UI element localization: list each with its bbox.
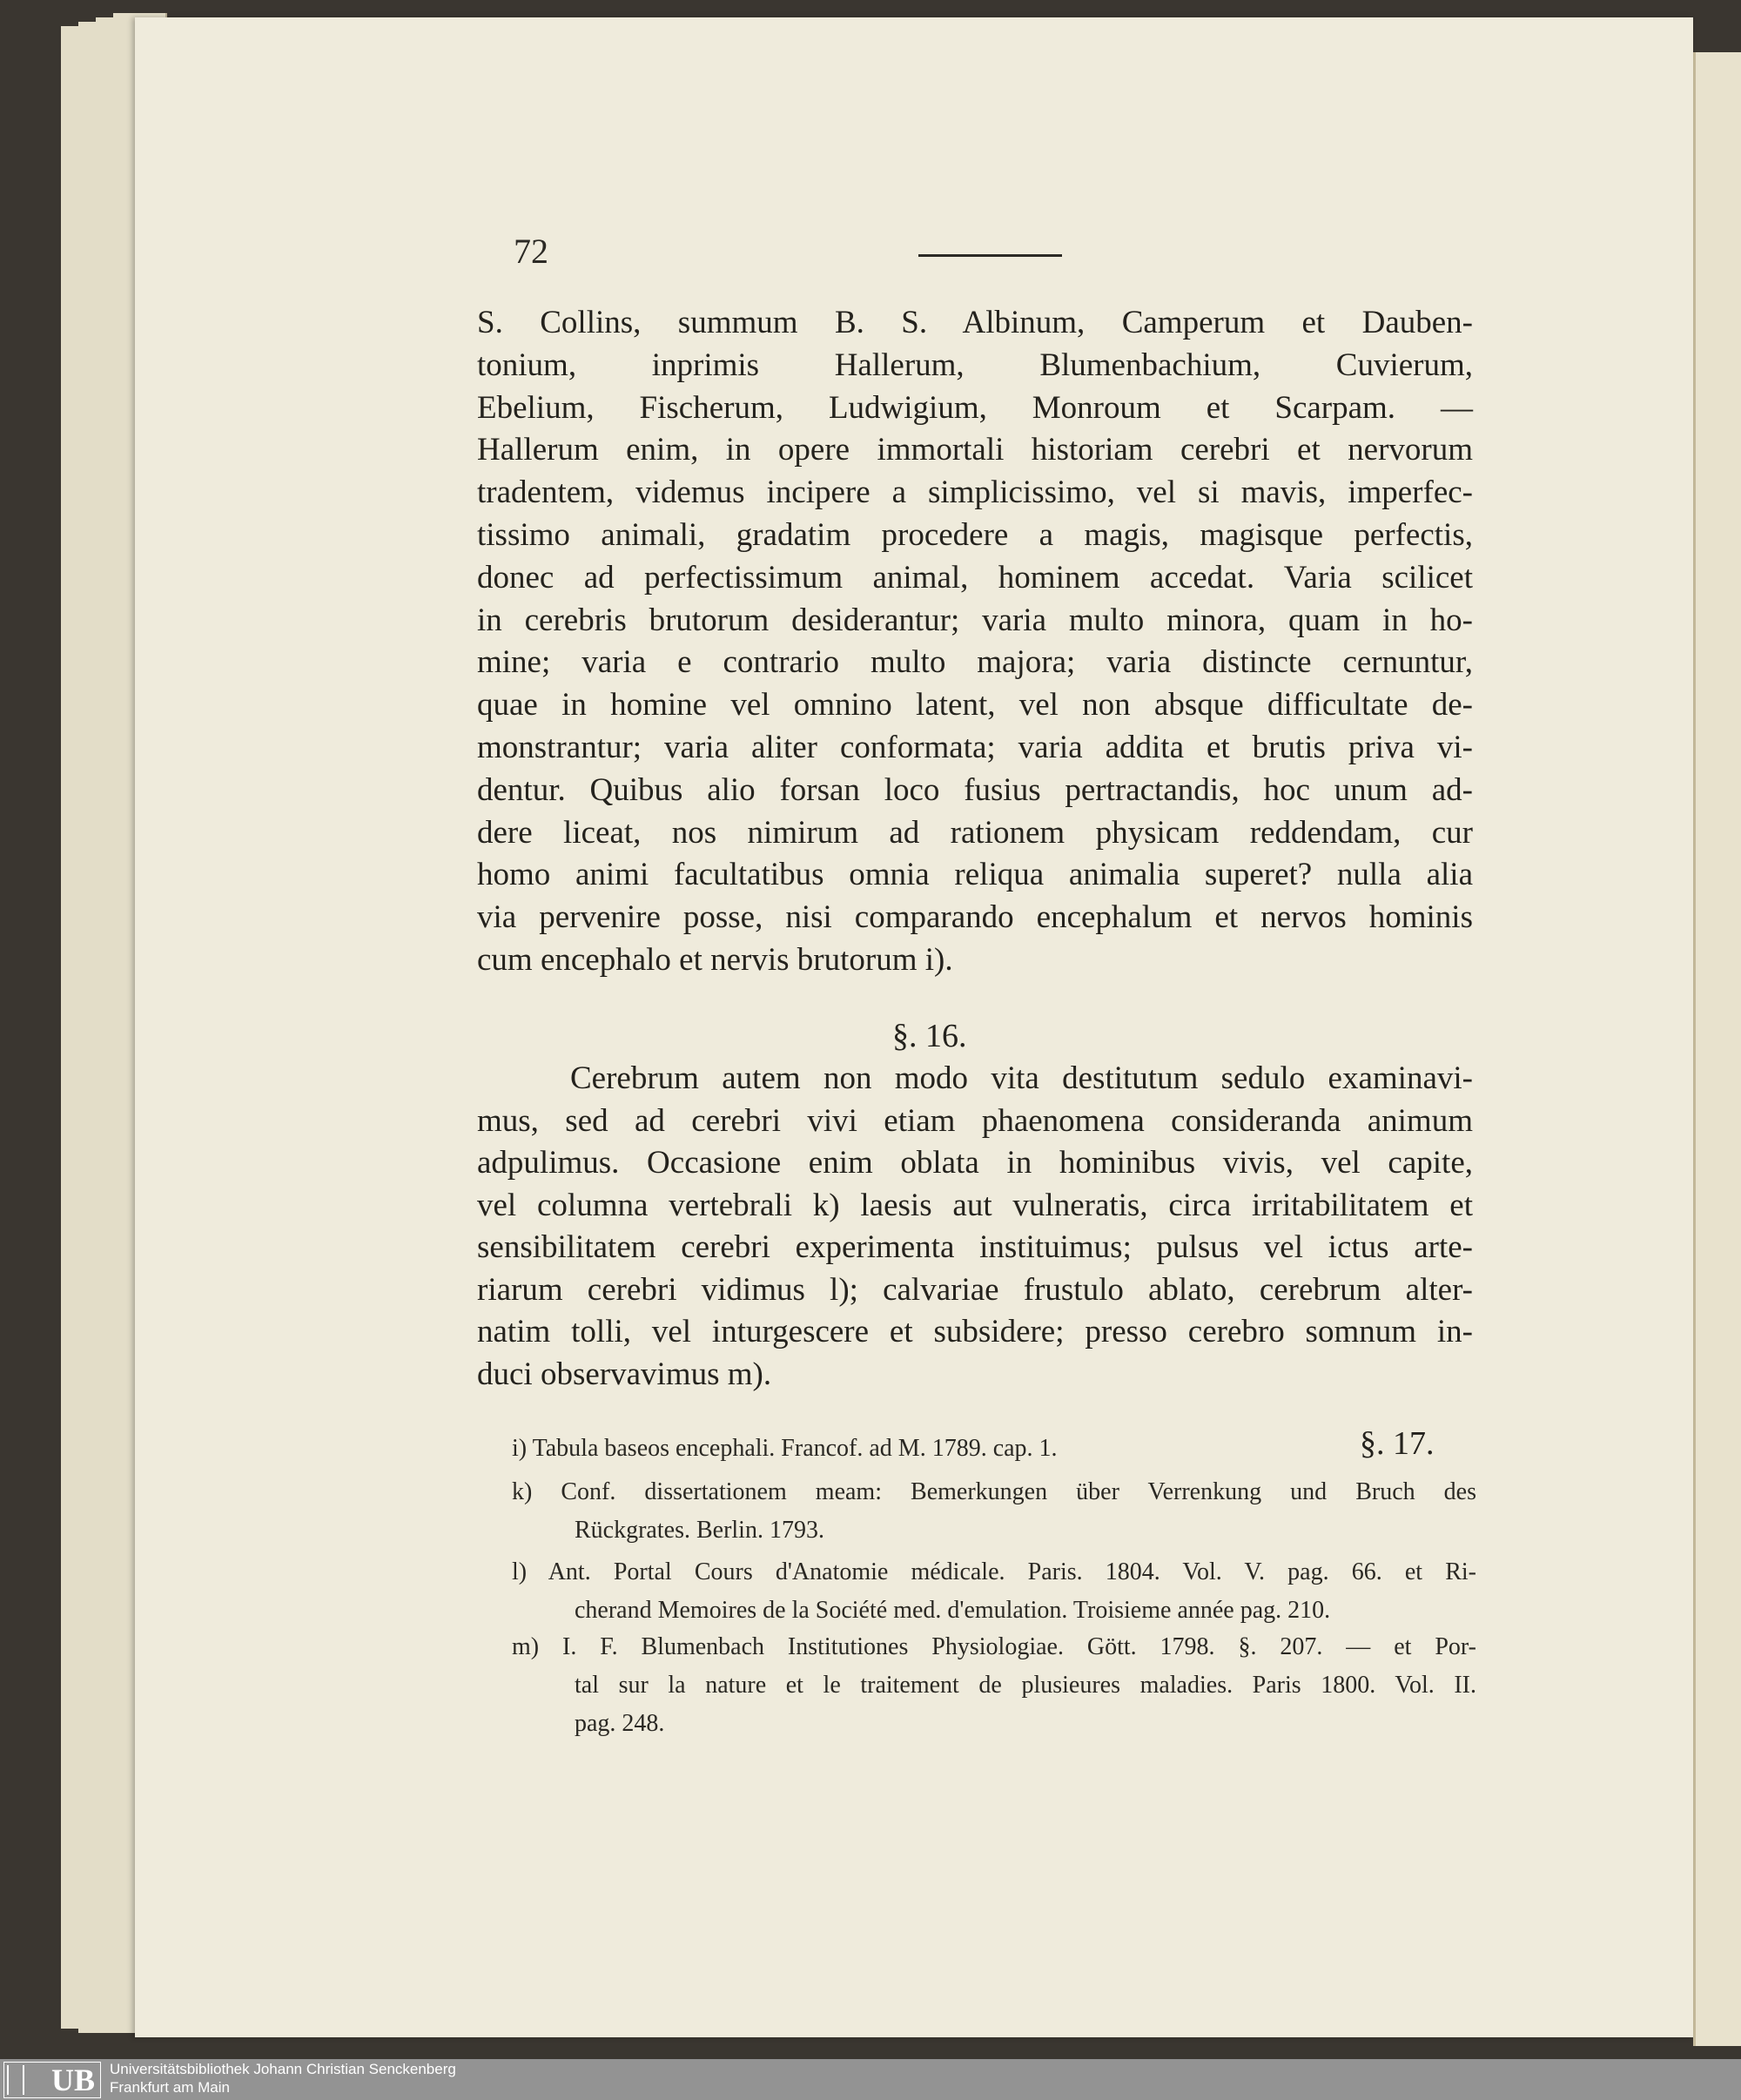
- logo-text: UB: [50, 2063, 95, 2097]
- text-line: tonium, inprimis Hallerum, Blumenbachium, Cuvierum,: [477, 347, 1473, 383]
- text-line: Ebelium, Fischerum, Ludwigium, Monroum et Scarpam. —: [477, 389, 1473, 426]
- institution-location: Frankfurt am Main: [110, 2079, 230, 2096]
- text-line: homo animi facultatibus omnia reliqua animalia superet? nulla alia: [477, 857, 1473, 893]
- text-line: monstrantur; varia aliter conformata; varia addita et brutis priva vi-: [477, 730, 1473, 765]
- text-line: donec ad perfectissimum animal, hominem accedat. Varia scilicet: [477, 559, 1473, 596]
- text-line: dentur. Quibus alio forsan loco fusius pertractandis, hoc unum ad-: [477, 771, 1473, 808]
- text-line: adpulimus. Occasione enim oblata in hominibus vivis, vel capite,: [477, 1145, 1473, 1181]
- text-line: S. Collins, summum B. S. Albinum, Camperum et Dauben-: [477, 305, 1473, 340]
- catchword-section-17: §. 17.: [1360, 1425, 1435, 1462]
- header-rule: [918, 254, 1062, 257]
- text-line: Cerebrum autem non modo vita destitutum sedulo examinavi-: [570, 1060, 1473, 1096]
- text-line: cherand Memoires de la Société med. d'emulation. Troisieme année pag. 210.: [575, 1597, 1331, 1624]
- text-line: tal sur la nature et le traitement de plusieures maladies. Paris 1800. Vol. II.: [575, 1672, 1476, 1699]
- text-line: mine; varia e contrario multo majora; varia distincte cernuntur,: [477, 644, 1473, 681]
- ub-logo: [3, 2062, 101, 2098]
- section-heading-16: §. 16.: [892, 1018, 967, 1054]
- text-line: in cerebris brutorum desiderantur; varia multo minora, quam in ho-: [477, 602, 1473, 638]
- text-line: i) Tabula baseos encephali. Francof. ad M. 1789. cap. 1.: [512, 1435, 1058, 1462]
- text-line: vel columna vertebrali k) laesis aut vulneratis, circa irritabilitatem et: [477, 1187, 1473, 1223]
- text-line: mus, sed ad cerebri vivi etiam phaenomena consideranda animum: [477, 1102, 1473, 1139]
- text-line: riarum cerebri vidimus l); calvariae frustulo ablato, cerebrum alter-: [477, 1271, 1473, 1308]
- text-line: pag. 248.: [575, 1710, 665, 1737]
- text-line: k) Conf. dissertationem meam: Bemerkungen über Verrenkung und Bruch des: [512, 1478, 1476, 1505]
- text-line: duci observavimus m).: [477, 1356, 772, 1392]
- text-line: sensibilitatem cerebri experimenta instituimus; pulsus vel ictus arte-: [477, 1229, 1473, 1265]
- text-line: tradentem, videmus incipere a simplicissimo, vel si mavis, imperfec-: [477, 475, 1473, 511]
- logo-portrait-icon: [7, 2065, 24, 2095]
- text-line: cum encephalo et nervis brutorum i).: [477, 942, 953, 978]
- text-line: dere liceat, nos nimirum ad rationem physicam reddendam, cur: [477, 814, 1473, 851]
- text-line: via pervenire posse, nisi comparando encephalum et nervos hominis: [477, 899, 1473, 936]
- facing-page-edge: [1693, 52, 1741, 2046]
- text-line: m) I. F. Blumenbach Institutiones Physiologiae. Gött. 1798. §. 207. — et Por-: [512, 1633, 1476, 1660]
- text-line: quae in homine vel omnino latent, vel non absque difficultate de-: [477, 687, 1473, 724]
- text-line: Hallerum enim, in opere immortali historiam cerebri et nervorum: [477, 432, 1473, 468]
- text-line: tissimo animali, gradatim procedere a magis, magisque perfectis,: [477, 517, 1473, 553]
- text-line: Rückgrates. Berlin. 1793.: [575, 1517, 824, 1544]
- text-line: natim tolli, vel inturgescere et subsidere; presso cerebro somnum in-: [477, 1314, 1473, 1350]
- library-footer: [0, 2059, 1741, 2100]
- text-line: l) Ant. Portal Cours d'Anatomie médicale. Paris. 1804. Vol. V. pag. 66. et Ri-: [512, 1558, 1476, 1585]
- institution-name: Universitätsbibliothek Johann Christian Senckenberg: [110, 2061, 456, 2077]
- page-number: 72: [514, 232, 548, 271]
